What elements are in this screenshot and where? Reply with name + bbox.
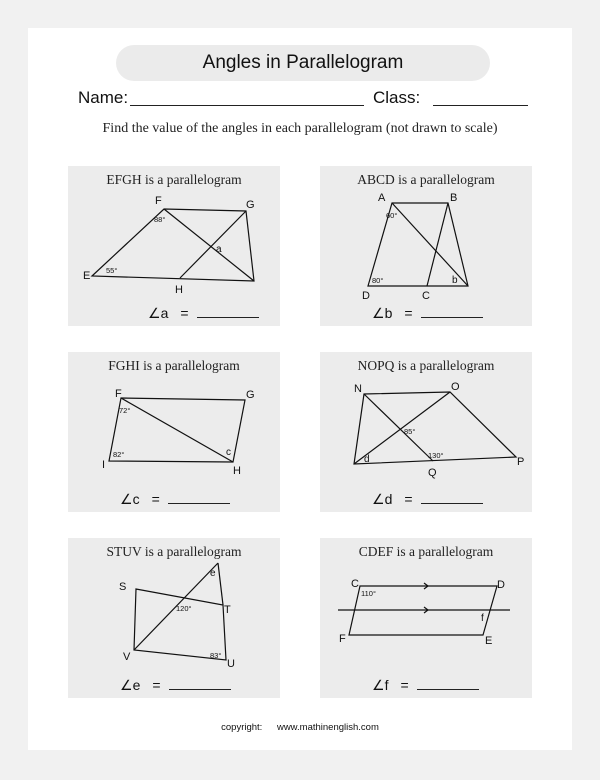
given-angle: 80° [372, 276, 384, 285]
given-angle: 55° [106, 266, 118, 275]
problem-title: NOPQ is a parallelogram [357, 358, 495, 373]
copyright-label: copyright: [221, 722, 263, 733]
answer-blank[interactable] [169, 677, 231, 690]
vertex-label: G [246, 389, 255, 401]
answer-variable: a [160, 305, 169, 321]
vertex-label: F [155, 195, 162, 207]
vertex-label: E [83, 270, 91, 282]
problem-card-stuv [68, 538, 280, 698]
answer-row [372, 677, 479, 694]
given-angle: 82° [113, 450, 125, 459]
vertex-label: U [227, 658, 235, 670]
vertex-label: V [123, 651, 131, 663]
problem-title: ABCD is a parallelogram [357, 172, 495, 187]
answer-row [120, 491, 230, 508]
problem-card-abcd [320, 166, 532, 326]
given-angle: 85° [404, 427, 416, 436]
vertex-label: Q [428, 467, 437, 479]
given-angle: 130° [428, 451, 444, 460]
problem-title: FGHI is a parallelogram [108, 358, 240, 373]
equals-sign: = [404, 305, 413, 321]
instructions: Find the value of the angles in each parallelogram (not drawn to scale) [102, 121, 498, 136]
equals-sign: = [180, 305, 189, 321]
footer [0, 722, 600, 733]
vertex-label: G [246, 199, 255, 211]
worksheet-title [116, 45, 490, 81]
answer-blank[interactable] [417, 677, 479, 690]
vertex-label: H [175, 284, 183, 296]
angle-symbol: ∠ [372, 305, 385, 321]
vertex-label: O [451, 381, 460, 393]
segment-et [218, 563, 223, 605]
equals-sign: = [151, 491, 160, 507]
unknown-angle-label: b [452, 275, 458, 286]
angle-symbol: ∠ [120, 491, 133, 507]
problem-title: CDEF is a parallelogram [358, 544, 494, 559]
parallelogram-fghi-figure [68, 352, 280, 512]
parallelogram-cdef-figure [320, 538, 532, 698]
vertex-label: C [351, 578, 359, 590]
title-text: Angles in Parallelogram [202, 52, 404, 73]
answer-row [372, 305, 483, 322]
vertex-label: N [354, 383, 362, 395]
parallelogram-nopq-figure [320, 352, 532, 512]
vertex-label: E [485, 635, 493, 647]
parallelogram-stuv-figure [68, 538, 280, 698]
parallelogram-outline [134, 589, 226, 660]
segment-nq [364, 394, 433, 461]
parallelogram-abcd-figure [320, 166, 532, 326]
answer-blank[interactable] [197, 305, 259, 318]
problem-card-efgh [68, 166, 280, 326]
angle-symbol: ∠ [148, 305, 161, 321]
vertex-label: B [450, 192, 458, 204]
vertex-label: S [119, 581, 127, 593]
unknown-angle-label: f [481, 613, 484, 624]
problem-title: EFGH is a parallelogram [106, 172, 242, 187]
given-angle: 110° [361, 589, 376, 598]
answer-blank[interactable] [168, 491, 230, 504]
segment-hg [180, 211, 246, 278]
angle-symbol: ∠ [120, 677, 133, 693]
unknown-angle-label: c [226, 447, 231, 458]
given-angle: 72° [119, 406, 131, 415]
vertex-label: C [422, 290, 430, 302]
vertex-label: D [362, 290, 370, 302]
given-angle: 88° [154, 215, 166, 224]
problem-title: STUV is a parallelogram [106, 544, 242, 559]
answer-row [148, 305, 259, 322]
footer-site-link[interactable]: www.mathinenglish.com [276, 722, 379, 733]
angle-symbol: ∠ [372, 677, 385, 693]
answer-blank[interactable] [421, 491, 483, 504]
diagonal-fg [164, 209, 254, 281]
vertex-label: P [517, 456, 525, 468]
equals-sign: = [404, 491, 413, 507]
vertex-label: H [233, 465, 241, 477]
vertex-label: F [115, 388, 122, 400]
class-label: Class: [373, 88, 421, 107]
name-blank-line[interactable] [130, 105, 364, 106]
answer-variable: c [132, 491, 140, 507]
unknown-angle-label: e [210, 568, 216, 579]
problem-card-cdef [320, 538, 532, 698]
answer-row [372, 491, 483, 508]
name-class-row [78, 88, 538, 110]
vertex-label: I [102, 459, 106, 471]
diagonal-fh [121, 398, 233, 462]
vertex-label: T [224, 604, 231, 616]
angle-symbol: ∠ [372, 491, 385, 507]
parallelogram-efgh-figure [68, 166, 280, 326]
unknown-angle-label: d [364, 454, 370, 465]
problem-card-fghi [68, 352, 280, 512]
problem-card-nopq [320, 352, 532, 512]
equals-sign: = [400, 677, 409, 693]
answer-variable: b [384, 305, 393, 321]
vertex-label: D [497, 579, 505, 591]
given-angle: 83° [210, 651, 222, 660]
answer-blank[interactable] [421, 305, 483, 318]
equals-sign: = [152, 677, 161, 693]
answer-variable: e [132, 677, 141, 693]
answer-row [120, 677, 231, 694]
answer-variable: f [384, 677, 389, 693]
vertex-label: F [339, 633, 346, 645]
unknown-angle-label: a [216, 244, 222, 255]
parallelogram-outline [368, 203, 468, 286]
answer-variable: d [384, 491, 393, 507]
name-label: Name: [78, 88, 129, 107]
class-blank-line[interactable] [433, 105, 528, 106]
vertex-label: A [378, 192, 386, 204]
given-angle: 60° [386, 211, 398, 220]
given-angle: 120° [176, 604, 192, 613]
